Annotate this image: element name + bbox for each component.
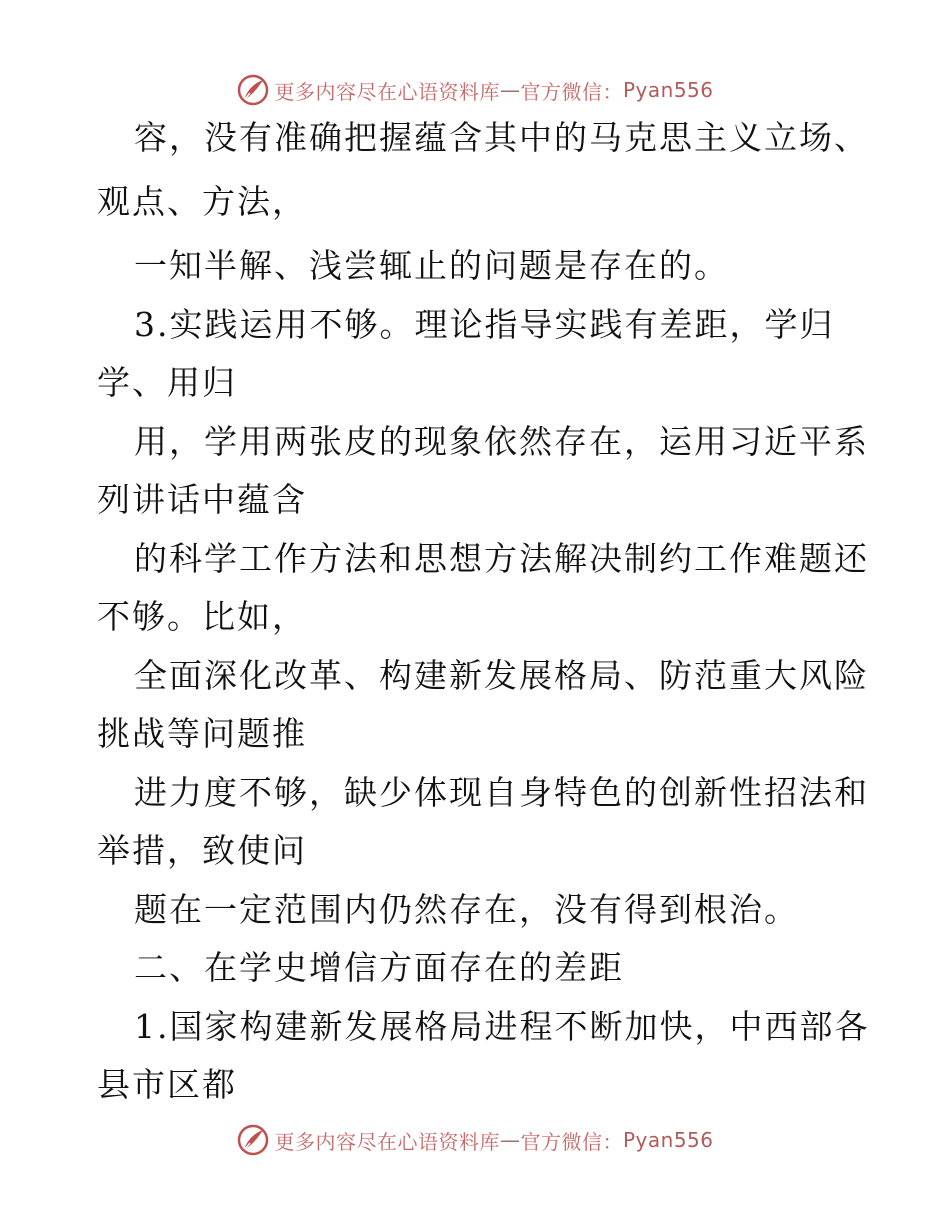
section-heading: 二、在学史增信方面存在的差距 bbox=[134, 948, 624, 987]
body-line: 用，学用两张皮的现象依然存在，运用习近平系 bbox=[134, 422, 869, 461]
body-line: 观点、方法， bbox=[97, 182, 307, 221]
body-line: 一知半解、浅尝辄止的问题是存在的。 bbox=[134, 246, 729, 285]
watermark-label: 官方微信： bbox=[520, 1129, 623, 1154]
body-line: 全面深化改革、构建新发展格局、防范重大风险 bbox=[134, 656, 869, 695]
body-line: 举措，致使问 bbox=[97, 831, 307, 870]
body-line: 县市区都 bbox=[97, 1065, 237, 1104]
watermark-dash: — bbox=[499, 78, 521, 102]
body-line: 题在一定范围内仍然存在，没有得到根治。 bbox=[134, 890, 799, 929]
watermark-text: 更多内容尽在心语资料库 bbox=[274, 79, 500, 104]
watermark-id: Pyan556 bbox=[622, 78, 714, 102]
header-watermark bbox=[0, 70, 950, 110]
body-line: 进力度不够，缺少体现自身特色的创新性招法和 bbox=[134, 773, 869, 812]
body-line: 的科学工作方法和思想方法解决制约工作难题还 bbox=[134, 539, 869, 578]
body-line: 容，没有准确把握蕴含其中的马克思主义立场、 bbox=[134, 118, 869, 157]
body-line: 不够。比如， bbox=[97, 597, 307, 636]
watermark-text: 更多内容尽在心语资料库 bbox=[274, 1129, 500, 1154]
body-line: 列讲话中蕴含 bbox=[97, 480, 307, 519]
body-line: 挑战等问题推 bbox=[97, 714, 307, 753]
body-line: 1.国家构建新发展格局进程不断加快，中西部各 bbox=[134, 1007, 870, 1046]
watermark-dash: — bbox=[499, 1128, 521, 1152]
watermark-id: Pyan556 bbox=[622, 1128, 714, 1152]
quill-logo-icon bbox=[236, 73, 270, 107]
body-line: 3.实践运用不够。理论指导实践有差距，学归 bbox=[134, 305, 835, 344]
footer-watermark bbox=[0, 1120, 950, 1160]
watermark-label: 官方微信： bbox=[520, 79, 623, 104]
quill-logo-icon bbox=[236, 1123, 270, 1157]
body-line: 学、用归 bbox=[97, 363, 237, 402]
